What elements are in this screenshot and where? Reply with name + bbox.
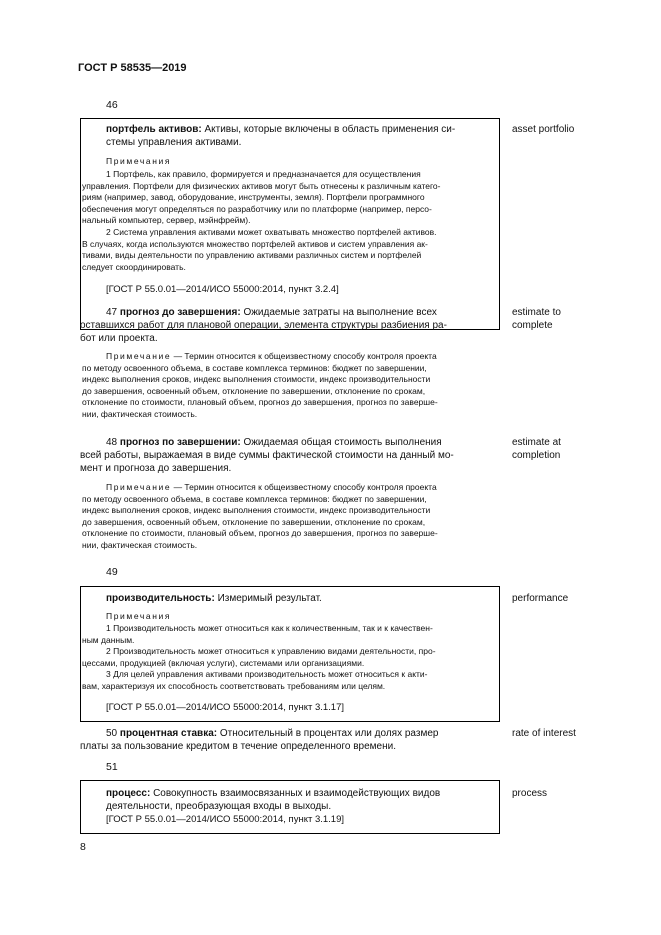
entry-50-definition: 50 процентная ставка: Относительный в процентах или долях размер платы за пользование кредитом в течение определенного времени. — [80, 728, 439, 752]
entry-51-definition: процесс: Совокупность взаимосвязанных и взаимодействующих видов деятельности, преобразующая входы в выходы. — [106, 788, 441, 812]
entry-49-definition: производительность: Измеримый результат. — [106, 593, 322, 604]
entry-number-51: 51 — [106, 761, 118, 773]
entry-46-note-1: 1 Портфель, как правило, формируется и предназначается для осуществления управления. Портфели для физических активов могут быть отнесены к различным катего- риям (например, завод, оборудование, инструменты, земля). Портфели программного обеспечения могут определяться по разработчику или по платформе (например, персо- нальный компьютер, сервер, мэйнфрейм). 2 Система управления активами может охватывать множество портфелей активов. В случаях, когда используются множество портфелей активов и систем управления ак- тивами, виды деятельности по управлению активами различных систем и портфелей следует скоординировать. — [82, 169, 441, 272]
entry-47-note: Примечание — Термин относится к общеизвестному способу контроля проекта по методу освоенного объема, в составе комплекса терминов: бюджет по завершении, индекс выполнения сроков, индекс выполнения стоимости, индекс производительности до завершения, освоенный объем, отклонение по завершении, отклонение по срокам, отклонение по стоимости, плановый объем, прогноз до завершения, прогноз по заверше- нии, фактическая стоимость. — [82, 351, 438, 419]
entry-47-term: прогноз до завершения: — [119, 307, 241, 318]
entry-48-note: Примечание — Термин относится к общеизвестному способу контроля проекта по методу освоенного объема, в составе комплекса терминов: бюджет по завершении, индекс выполнения сроков, индекс выполнения стоимости, индекс производительности до завершения, освоенный объем, отклонение по завершении, отклонение по срокам, отклонение по стоимости, плановый объем, прогноз до завершения, прогноз по заверше- нии, фактическая стоимость. — [82, 482, 438, 550]
entry-49-term: производительность: — [106, 593, 215, 604]
entry-number-46: 46 — [106, 99, 118, 111]
entry-50-term: процентная ставка: — [119, 728, 218, 739]
entry-46-english: asset portfolio — [512, 124, 575, 135]
entry-46-reference: [ГОСТ Р 55.0.01—2014/ИСО 55000:2014, пункт 3.2.4] — [106, 284, 339, 295]
entry-48-term: прогноз по завершении: — [119, 437, 241, 448]
entry-46-notes — [106, 156, 494, 168]
entry-48-english: estimate at completion — [512, 437, 561, 461]
entry-51-english: process — [512, 788, 548, 799]
entry-49-english: performance — [512, 593, 569, 604]
entry-48-definition: 48 прогноз по завершении: Ожидаемая общая стоимость выполнения всей работы, выражаемая в виде суммы фактической стоимости на данный мо- мент и прогноза до завершения. — [80, 437, 454, 474]
notes-label: Примечания — [106, 611, 172, 621]
entry-49-note-list: 1 Производительность может относиться как к количественным, так и к качествен- ным данным. 2 Производительность может относиться к управлению видами деятельности, про- цессами, продукцией (включая услуги), системами или организациями. 3 Для целей управления активами производительность может относиться к акти- вам, характеризуя их способность соответствовать требованиям или целям. — [82, 623, 436, 691]
notes-label: Примечания — [106, 156, 172, 166]
page-number: 8 — [80, 841, 86, 853]
entry-49-notes — [106, 611, 494, 623]
entry-47-english: estimate to complete — [512, 307, 561, 331]
entry-number-49: 49 — [106, 566, 118, 578]
entry-51-reference: [ГОСТ Р 55.0.01—2014/ИСО 55000:2014, пункт 3.1.19] — [106, 814, 344, 825]
entry-49-reference: [ГОСТ Р 55.0.01—2014/ИСО 55000:2014, пункт 3.1.17] — [106, 702, 344, 713]
entry-46-term: портфель активов: — [106, 124, 202, 135]
entry-51-term: процесс: — [106, 788, 151, 799]
entry-50-english: rate of interest — [512, 728, 576, 739]
entry-46-definition: портфель активов: Активы, которые включены в область применения си- стемы управления активами. — [106, 124, 456, 148]
document-header: ГОСТ Р 58535—2019 — [78, 62, 187, 74]
entry-47-definition: 47 прогноз до завершения: Ожидаемые затраты на выполнение всех оставшихся работ для плановой операции, элемента структуры разбиения ра- бот или проекта. — [80, 307, 447, 344]
